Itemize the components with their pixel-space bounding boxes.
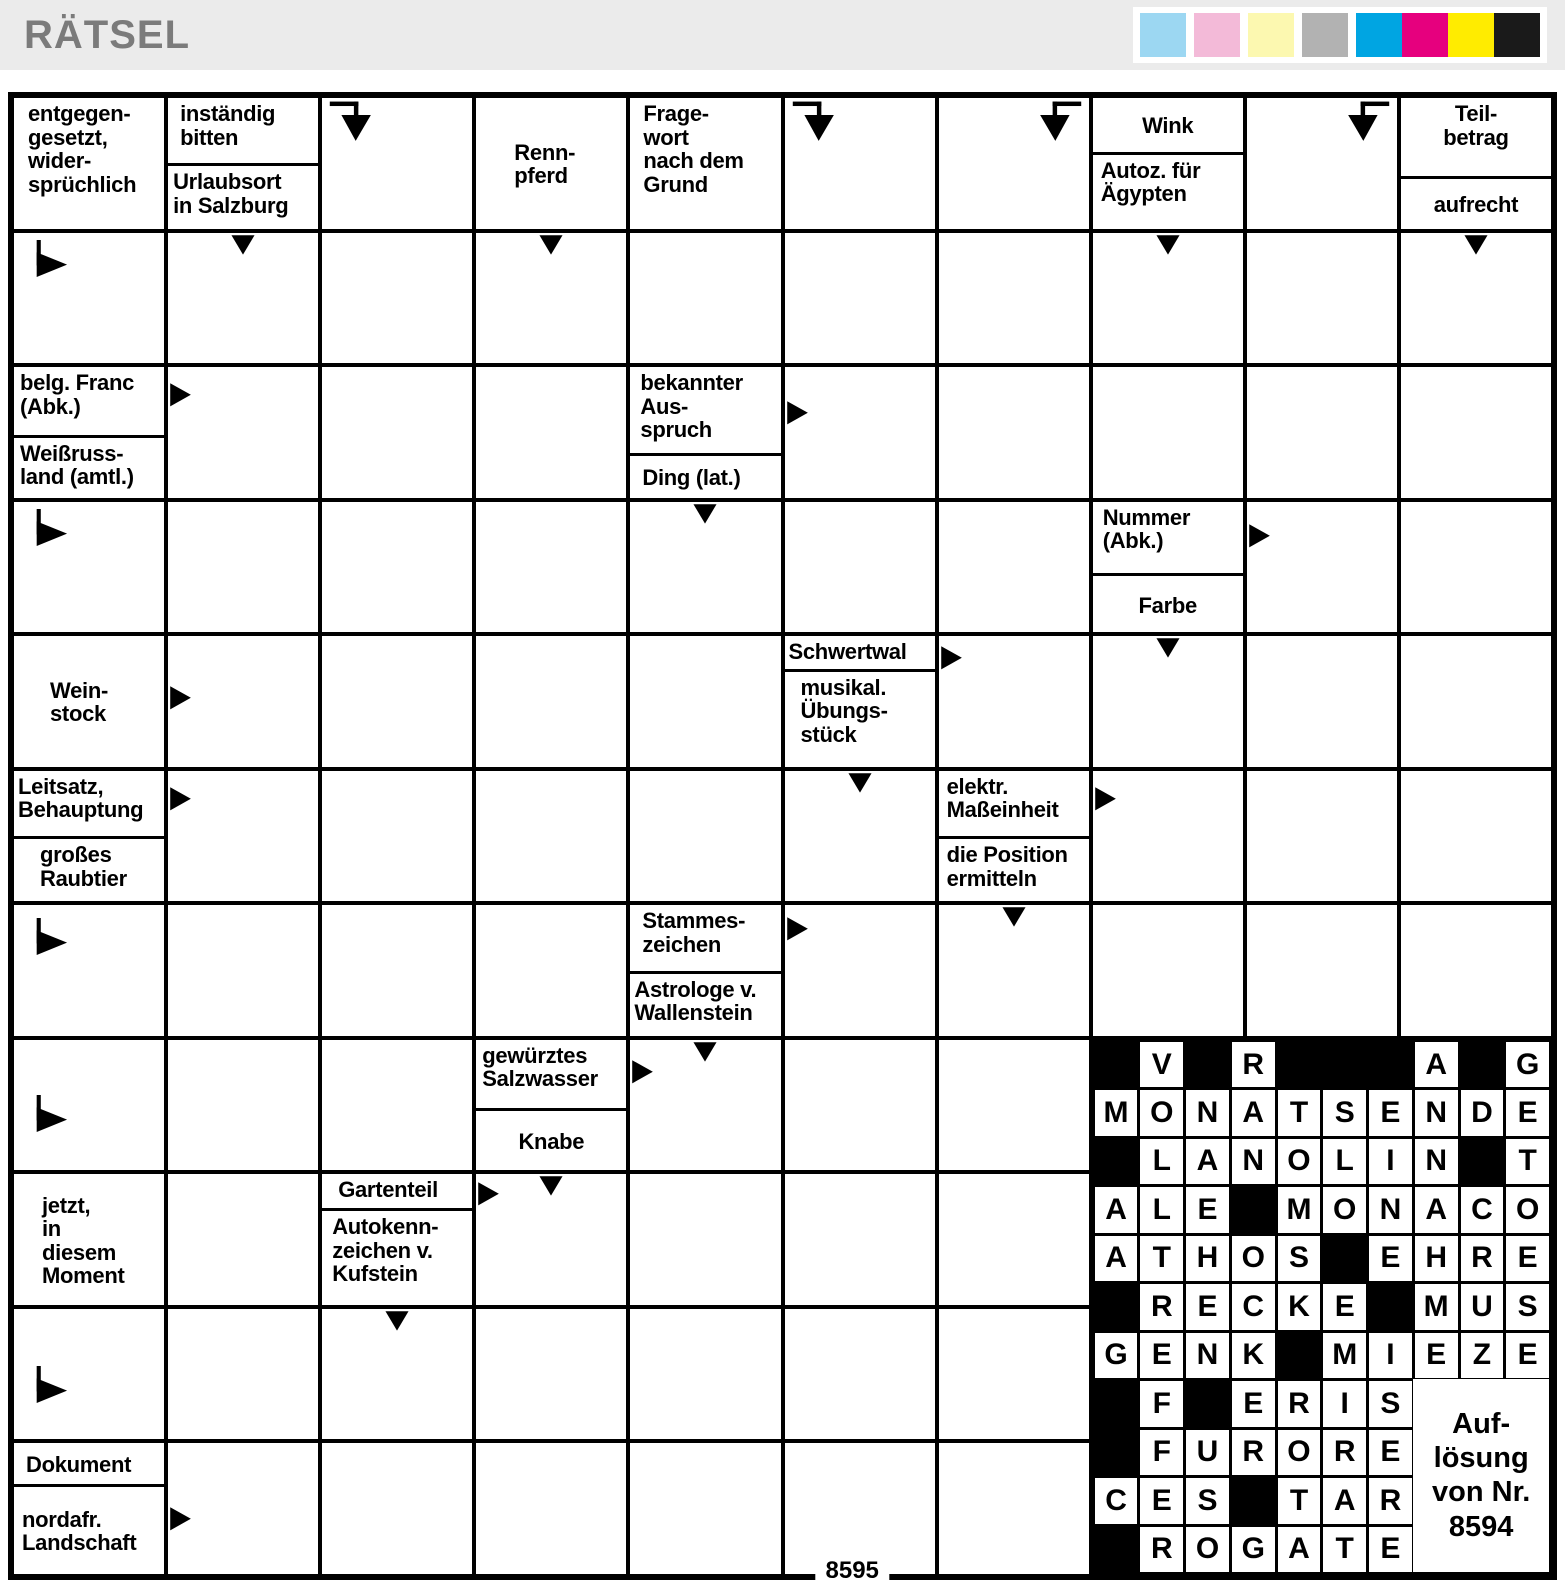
solution-letter-cell: I xyxy=(1369,1139,1412,1184)
flag-arrow-icon xyxy=(26,239,72,287)
color-swatch xyxy=(1302,13,1348,57)
clue-cell-r1c8 xyxy=(1091,96,1245,231)
solution-black-cell xyxy=(1323,1042,1366,1087)
answer-cell-r4c3[interactable] xyxy=(320,500,474,635)
solution-letter-cell: E xyxy=(1369,1430,1412,1475)
down-arrow-icon xyxy=(687,1041,723,1075)
answer-cell-r3c10[interactable] xyxy=(1399,365,1553,500)
answer-cell-r10c7[interactable] xyxy=(937,1307,1091,1442)
clue-text: Teil- betrag xyxy=(1443,101,1509,150)
solution-letter-cell: M xyxy=(1278,1187,1321,1232)
answer-cell-r3c4[interactable] xyxy=(474,365,628,500)
right-arrow-icon xyxy=(786,395,820,433)
answer-cell-r9c2[interactable] xyxy=(166,1172,320,1307)
clue-text: Wink xyxy=(1142,112,1194,138)
answer-cell-r2c10[interactable] xyxy=(1399,231,1553,366)
solution-grid xyxy=(1091,1038,1553,1576)
right-arrow-icon xyxy=(169,377,203,415)
answer-cell-r6c6[interactable] xyxy=(783,769,937,904)
answer-cell-r5c10[interactable] xyxy=(1399,634,1553,769)
answer-cell-r7c7[interactable] xyxy=(937,903,1091,1038)
clue-text: Weißruss- land (amtl.) xyxy=(14,435,164,498)
clue-text: Nummer (Abk.) xyxy=(1102,504,1191,554)
solution-letter-cell: N xyxy=(1232,1139,1275,1184)
solution-black-cell xyxy=(1095,1527,1138,1572)
clue-cell-r1c4 xyxy=(474,96,628,231)
clue-text: Ding (lat.) xyxy=(630,453,780,497)
clue-text: Frage- wort nach dem Grund xyxy=(643,101,744,197)
clue-text: großes Raubtier xyxy=(14,836,164,901)
solution-letter-cell: E xyxy=(1369,1090,1412,1135)
solution-letter-cell: M xyxy=(1095,1090,1138,1135)
solution-letter-cell: O xyxy=(1278,1430,1321,1475)
solution-letter-cell: T xyxy=(1278,1478,1321,1523)
solution-black-cell xyxy=(1232,1478,1275,1523)
clue-text: Astrologe v. Wallenstein xyxy=(630,971,780,1036)
clue-cell-r7c5 xyxy=(628,903,782,1038)
clue-text: bekannter Aus- spruch xyxy=(640,370,743,443)
down-arrow-icon xyxy=(533,234,569,268)
elbow-arrow-icon xyxy=(1341,98,1391,148)
answer-cell-r4c4[interactable] xyxy=(474,500,628,635)
clue-text: Knabe xyxy=(476,1108,626,1171)
clue-text: inständig bitten xyxy=(180,101,276,150)
solution-black-cell xyxy=(1369,1042,1412,1087)
clue-text: Autoz. für Ägypten xyxy=(1093,152,1243,229)
answer-cell-r1c6[interactable] xyxy=(783,96,937,231)
color-swatch xyxy=(1248,13,1294,57)
solution-letter-cell: R xyxy=(1140,1527,1183,1572)
clue-text: Dokument xyxy=(26,1451,132,1477)
answer-cell-r8c7[interactable] xyxy=(937,1038,1091,1173)
solution-letter-cell: O xyxy=(1232,1236,1275,1281)
page-header xyxy=(0,0,1565,70)
solution-letter-cell: R xyxy=(1323,1430,1366,1475)
solution-black-cell xyxy=(1232,1187,1275,1232)
answer-cell-r3c8[interactable] xyxy=(1091,365,1245,500)
answer-cell-r10c3[interactable] xyxy=(320,1307,474,1442)
answer-cell-r1c7[interactable] xyxy=(937,96,1091,231)
solution-letter-cell: K xyxy=(1278,1284,1321,1329)
answer-cell-r3c6[interactable] xyxy=(783,365,937,500)
answer-cell-r8c5[interactable] xyxy=(628,1038,782,1173)
clue-cell-r5c1 xyxy=(12,634,166,769)
answer-cell-r5c5[interactable] xyxy=(628,634,782,769)
solution-black-cell xyxy=(1095,1430,1138,1475)
answer-cell-r9c4[interactable] xyxy=(474,1172,628,1307)
solution-letter-cell: N xyxy=(1186,1090,1229,1135)
answer-cell-r2c4[interactable] xyxy=(474,231,628,366)
answer-cell-r10c6[interactable] xyxy=(783,1307,937,1442)
print-color-bar xyxy=(1133,7,1547,63)
answer-cell-r4c10[interactable] xyxy=(1399,500,1553,635)
answer-cell-r5c9[interactable] xyxy=(1245,634,1399,769)
solution-letter-cell: H xyxy=(1186,1236,1229,1281)
answer-cell-r10c1[interactable] xyxy=(12,1307,166,1442)
solution-letter-cell: E xyxy=(1369,1527,1412,1572)
answer-cell-r4c5[interactable] xyxy=(628,500,782,635)
answer-cell-r2c7[interactable] xyxy=(937,231,1091,366)
clue-text: die Position ermitteln xyxy=(939,836,1089,901)
solution-letter-cell: E xyxy=(1369,1236,1412,1281)
solution-letter-cell: E xyxy=(1186,1284,1229,1329)
answer-cell-r8c2[interactable] xyxy=(166,1038,320,1173)
clue-cell-r8c4 xyxy=(474,1038,628,1173)
solution-letter-cell: E xyxy=(1140,1333,1183,1378)
clue-text: gewürztes Salzwasser xyxy=(482,1042,598,1092)
answer-cell-r2c3[interactable] xyxy=(320,231,474,366)
solution-letter-cell: G xyxy=(1232,1527,1275,1572)
solution-letter-cell: E xyxy=(1506,1090,1549,1135)
solution-letter-cell: R xyxy=(1369,1478,1412,1523)
answer-cell-r1c3[interactable] xyxy=(320,96,474,231)
solution-letter-cell: E xyxy=(1506,1236,1549,1281)
answer-cell-r4c6[interactable] xyxy=(783,500,937,635)
solution-letter-cell: R xyxy=(1232,1042,1275,1087)
solution-letter-cell: A xyxy=(1232,1090,1275,1135)
clue-cell-r1c1 xyxy=(12,96,166,231)
answer-cell-r6c5[interactable] xyxy=(628,769,782,904)
clue-text: Leitsatz, Behauptung xyxy=(18,773,144,823)
clue-cell-r9c3 xyxy=(320,1172,474,1307)
down-arrow-icon xyxy=(996,906,1032,940)
clue-text: nordafr. Landschaft xyxy=(14,1484,164,1574)
solution-letter-cell: H xyxy=(1415,1236,1458,1281)
flag-arrow-icon xyxy=(26,1365,72,1413)
answer-cell-r7c4[interactable] xyxy=(474,903,628,1038)
elbow-arrow-icon xyxy=(1033,98,1083,148)
answer-cell-r8c3[interactable] xyxy=(320,1038,474,1173)
clue-cell-r1c5 xyxy=(628,96,782,231)
solution-letter-cell: S xyxy=(1278,1236,1321,1281)
solution-letter-cell: O xyxy=(1140,1090,1183,1135)
right-arrow-icon xyxy=(786,911,820,949)
crossword xyxy=(8,92,1557,1584)
solution-letter-cell: S xyxy=(1506,1284,1549,1329)
solution-caption: Auf- lösung von Nr. 8594 xyxy=(1413,1379,1549,1572)
solution-letter-cell: C xyxy=(1232,1284,1275,1329)
solution-letter-cell: A xyxy=(1095,1187,1138,1232)
solution-letter-cell: D xyxy=(1461,1090,1504,1135)
clue-text: musikal. Übungs- stück xyxy=(785,669,935,767)
solution-black-cell xyxy=(1095,1042,1138,1087)
clue-cell-r1c2 xyxy=(166,96,320,231)
solution-letter-cell: F xyxy=(1140,1430,1183,1475)
flag-arrow-icon xyxy=(26,1094,72,1142)
answer-cell-r11c7[interactable] xyxy=(937,1441,1091,1576)
solution-letter-cell: M xyxy=(1323,1333,1366,1378)
answer-cell-r4c1[interactable] xyxy=(12,500,166,635)
right-arrow-icon xyxy=(169,680,203,718)
elbow-arrow-icon xyxy=(328,98,378,148)
solution-letter-cell: S xyxy=(1186,1478,1229,1523)
solution-letter-cell: N xyxy=(1415,1090,1458,1135)
page-title: RÄTSEL xyxy=(24,12,190,57)
answer-cell-r10c2[interactable] xyxy=(166,1307,320,1442)
answer-cell-r7c10[interactable] xyxy=(1399,903,1553,1038)
down-arrow-icon xyxy=(842,772,878,806)
clue-cell-r6c1 xyxy=(12,769,166,904)
solution-black-cell xyxy=(1095,1381,1138,1426)
flag-arrow-icon xyxy=(26,917,72,965)
down-arrow-icon xyxy=(1458,234,1494,268)
clue-cell-r6c7 xyxy=(937,769,1091,904)
solution-letter-cell: A xyxy=(1278,1527,1321,1572)
right-arrow-icon xyxy=(169,781,203,819)
answer-cell-r11c2[interactable] xyxy=(166,1441,320,1576)
answer-cell-r8c1[interactable] xyxy=(12,1038,166,1173)
right-arrow-icon xyxy=(169,1501,203,1539)
color-swatch xyxy=(1494,13,1540,57)
answer-cell-r2c8[interactable] xyxy=(1091,231,1245,366)
solution-letter-cell: G xyxy=(1095,1333,1138,1378)
color-swatch xyxy=(1356,13,1402,57)
solution-letter-cell: O xyxy=(1278,1139,1321,1184)
solution-black-cell xyxy=(1369,1284,1412,1329)
solution-letter-cell: N xyxy=(1186,1333,1229,1378)
clue-text: entgegen- gesetzt, wider- sprüchlich xyxy=(28,101,137,197)
solution-letter-cell: A xyxy=(1323,1478,1366,1523)
answer-cell-r5c4[interactable] xyxy=(474,634,628,769)
right-arrow-icon xyxy=(940,640,974,678)
answer-cell-r11c3[interactable] xyxy=(320,1441,474,1576)
answer-cell-r3c9[interactable] xyxy=(1245,365,1399,500)
answer-cell-r4c9[interactable] xyxy=(1245,500,1399,635)
solution-letter-cell: T xyxy=(1506,1139,1549,1184)
clue-text: aufrecht xyxy=(1401,176,1551,228)
solution-letter-cell: L xyxy=(1140,1187,1183,1232)
solution-letter-cell: T xyxy=(1140,1236,1183,1281)
down-arrow-icon xyxy=(379,1310,415,1344)
solution-black-cell xyxy=(1278,1042,1321,1087)
solution-letter-cell: O xyxy=(1186,1527,1229,1572)
solution-letter-cell: S xyxy=(1323,1090,1366,1135)
answer-cell-r4c7[interactable] xyxy=(937,500,1091,635)
clue-text: Farbe xyxy=(1093,573,1243,632)
down-arrow-icon xyxy=(533,1175,569,1209)
solution-letter-cell: S xyxy=(1369,1381,1412,1426)
solution-letter-cell: E xyxy=(1232,1381,1275,1426)
clue-cell-r9c1 xyxy=(12,1172,166,1307)
answer-cell-r6c8[interactable] xyxy=(1091,769,1245,904)
solution-black-cell xyxy=(1186,1042,1229,1087)
answer-cell-r9c6[interactable] xyxy=(783,1172,937,1307)
answer-cell-r9c7[interactable] xyxy=(937,1172,1091,1307)
answer-cell-r9c5[interactable] xyxy=(628,1172,782,1307)
clue-cell-r5c6 xyxy=(783,634,937,769)
solution-letter-cell: A xyxy=(1415,1187,1458,1232)
clue-text: Urlaubsort in Salzburg xyxy=(168,163,318,228)
answer-cell-r6c2[interactable] xyxy=(166,769,320,904)
clue-text: Gartenteil xyxy=(338,1177,438,1203)
answer-cell-r2c2[interactable] xyxy=(166,231,320,366)
solution-letter-cell: E xyxy=(1186,1187,1229,1232)
answer-cell-r6c10[interactable] xyxy=(1399,769,1553,904)
solution-letter-cell: T xyxy=(1278,1090,1321,1135)
puzzle-number: 8595 xyxy=(816,1558,889,1584)
solution-letter-cell: A xyxy=(1415,1042,1458,1087)
solution-black-cell xyxy=(1095,1284,1138,1329)
solution-letter-cell: G xyxy=(1506,1042,1549,1087)
solution-letter-cell: F xyxy=(1140,1381,1183,1426)
solution-letter-cell: L xyxy=(1323,1139,1366,1184)
solution-letter-cell: U xyxy=(1186,1430,1229,1475)
solution-letter-cell: I xyxy=(1323,1381,1366,1426)
solution-letter-cell: A xyxy=(1095,1236,1138,1281)
solution-letter-cell: I xyxy=(1369,1333,1412,1378)
answer-cell-r2c6[interactable] xyxy=(783,231,937,366)
flag-arrow-icon xyxy=(26,508,72,556)
solution-letter-cell: O xyxy=(1323,1187,1366,1232)
down-arrow-icon xyxy=(1150,234,1186,268)
answer-cell-r11c5[interactable] xyxy=(628,1441,782,1576)
solution-letter-cell: N xyxy=(1369,1187,1412,1232)
solution-letter-cell: R xyxy=(1140,1284,1183,1329)
answer-cell-r7c9[interactable] xyxy=(1245,903,1399,1038)
right-arrow-icon xyxy=(477,1176,511,1214)
down-arrow-icon xyxy=(687,503,723,537)
answer-cell-r5c7[interactable] xyxy=(937,634,1091,769)
solution-black-cell xyxy=(1461,1139,1504,1184)
clue-text: Autokenn- zeichen v. Kufstein xyxy=(322,1208,472,1305)
solution-black-cell xyxy=(1461,1042,1504,1087)
solution-letter-cell: T xyxy=(1323,1527,1366,1572)
right-arrow-icon xyxy=(1094,781,1128,819)
clue-cell-r11c1 xyxy=(12,1441,166,1576)
crossword-grid xyxy=(8,92,1557,1580)
answer-cell-r5c2[interactable] xyxy=(166,634,320,769)
solution-letter-cell: U xyxy=(1461,1284,1504,1329)
answer-cell-r8c6[interactable] xyxy=(783,1038,937,1173)
answer-cell-r1c9[interactable] xyxy=(1245,96,1399,231)
answer-cell-r10c4[interactable] xyxy=(474,1307,628,1442)
solution-letter-cell: L xyxy=(1140,1139,1183,1184)
clue-text: elektr. Maßeinheit xyxy=(946,773,1059,823)
elbow-arrow-icon xyxy=(791,98,841,148)
solution-letter-cell: M xyxy=(1415,1284,1458,1329)
answer-cell-r3c2[interactable] xyxy=(166,365,320,500)
answer-cell-r4c2[interactable] xyxy=(166,500,320,635)
clue-text: belg. Franc (Abk.) xyxy=(20,370,135,419)
answer-cell-r7c2[interactable] xyxy=(166,903,320,1038)
solution-letter-cell: R xyxy=(1461,1236,1504,1281)
answer-cell-r2c5[interactable] xyxy=(628,231,782,366)
solution-letter-cell: E xyxy=(1140,1478,1183,1523)
color-swatch xyxy=(1140,13,1186,57)
solution-black-cell xyxy=(1186,1381,1229,1426)
answer-cell-r11c4[interactable] xyxy=(474,1441,628,1576)
solution-letter-cell: C xyxy=(1461,1187,1504,1232)
answer-cell-r2c1[interactable] xyxy=(12,231,166,366)
clue-text: Wein- stock xyxy=(50,677,108,727)
down-arrow-icon xyxy=(1150,637,1186,671)
right-arrow-icon xyxy=(1248,518,1282,556)
solution-black-cell xyxy=(1278,1333,1321,1378)
solution-letter-cell: R xyxy=(1278,1381,1321,1426)
clue-text: jetzt, in diesem Moment xyxy=(42,1192,125,1289)
solution-letter-cell: E xyxy=(1415,1333,1458,1378)
answer-cell-r7c6[interactable] xyxy=(783,903,937,1038)
answer-cell-r7c8[interactable] xyxy=(1091,903,1245,1038)
answer-cell-r6c4[interactable] xyxy=(474,769,628,904)
answer-cell-r6c9[interactable] xyxy=(1245,769,1399,904)
solution-letter-cell: V xyxy=(1140,1042,1183,1087)
solution-letter-cell: Z xyxy=(1461,1333,1504,1378)
clue-text: Schwertwal xyxy=(788,639,907,665)
solution-letter-cell: K xyxy=(1232,1333,1275,1378)
clue-cell-r1c10 xyxy=(1399,96,1553,231)
solution-black-cell xyxy=(1095,1139,1138,1184)
clue-cell-r4c8 xyxy=(1091,500,1245,635)
clue-cell-r3c1 xyxy=(12,365,166,500)
answer-cell-r5c3[interactable] xyxy=(320,634,474,769)
color-swatch xyxy=(1402,13,1448,57)
solution-letter-cell: E xyxy=(1323,1284,1366,1329)
solution-letter-cell: C xyxy=(1095,1478,1138,1523)
answer-cell-r7c1[interactable] xyxy=(12,903,166,1038)
answer-cell-r2c9[interactable] xyxy=(1245,231,1399,366)
solution-letter-cell: O xyxy=(1506,1187,1549,1232)
solution-letter-cell: R xyxy=(1232,1430,1275,1475)
solution-black-cell xyxy=(1323,1236,1366,1281)
color-swatch xyxy=(1194,13,1240,57)
clue-text: Renn- pferd xyxy=(514,139,576,189)
answer-cell-r10c5[interactable] xyxy=(628,1307,782,1442)
clue-cell-r3c5 xyxy=(628,365,782,500)
answer-cell-r7c3[interactable] xyxy=(320,903,474,1038)
answer-cell-r5c8[interactable] xyxy=(1091,634,1245,769)
right-arrow-icon xyxy=(631,1054,665,1092)
answer-cell-r3c7[interactable] xyxy=(937,365,1091,500)
solution-letter-cell: A xyxy=(1186,1139,1229,1184)
solution-letter-cell: N xyxy=(1415,1139,1458,1184)
answer-cell-r3c3[interactable] xyxy=(320,365,474,500)
color-swatch xyxy=(1448,13,1494,57)
clue-text: Stammes- zeichen xyxy=(642,908,746,957)
down-arrow-icon xyxy=(225,234,261,268)
solution-letter-cell: E xyxy=(1506,1333,1549,1378)
answer-cell-r6c3[interactable] xyxy=(320,769,474,904)
